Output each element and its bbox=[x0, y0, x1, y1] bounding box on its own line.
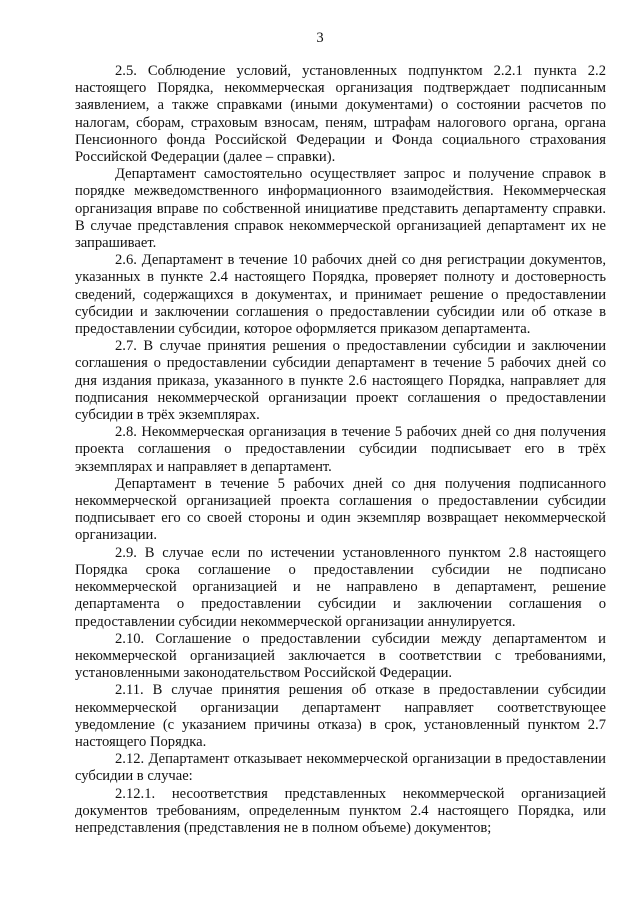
paragraph-2-12: 2.12. Департамент отказывает некоммерческой организации в предоставлении субсидии в случае: bbox=[75, 751, 606, 785]
paragraph-2-12-1: 2.12.1. несоответствия представленных некоммерческой организацией документов требованиям, определенным пунктом 2.4 настоящего Порядка, или непредставления (представления не в полном объеме) документов; bbox=[75, 785, 606, 836]
paragraph-2-9: 2.9. В случае если по истечении установленного пунктом 2.8 настоящего Порядка срока соглашение о предоставлении субсидии не подписано некоммерческой организацией и не направлено в департамент, решение департамента о предоставлении субсидии и заключении соглашения о предоставлении субсидии некоммерческой организации аннулируется. bbox=[75, 544, 606, 630]
paragraph-2-6: 2.6. Департамент в течение 10 рабочих дней со дня регистрации документов, указанных в пункте 2.4 настоящего Порядка, проверяет полноту и достоверность сведений, содержащихся в документах, и принимает решение о предоставлении субсидии и заключении соглашения о предоставлении субсидии или об отказе в предоставлении субсидии, которое оформляется приказом департамента. bbox=[75, 252, 606, 338]
paragraph-2-8: 2.8. Некоммерческая организация в течение 5 рабочих дней со дня получения проекта соглашения о предоставлении субсидии подписывает его в трёх экземплярах и направляет в департамент. bbox=[75, 424, 606, 475]
paragraph-2-10: 2.10. Соглашение о предоставлении субсидии между департаментом и некоммерческой организацией заключается в соответствии с требованиями, установленными законодательством Российской Федерации. bbox=[75, 630, 606, 682]
paragraph-2-5: 2.5. Соблюдение условий, установленных подпунктом 2.2.1 пункта 2.2 настоящего Порядка, некоммерческая организация подтверждает подписанным заявлением, а также справками (иными документами) о состоянии расчетов по налогам, сборам, страховым взносам, пеням, штрафам налогового органа, органа Пенсионного фонда Российской Федерации и Фонда социального страхования Российской Федерации (далее – справки). bbox=[75, 63, 606, 166]
paragraph-2-5-requests: Департамент самостоятельно осуществляет запрос и получение справок в порядке межведомственного информационного взаимодействия. Некоммерческая организация вправе по собственной инициативе представить департаменту справки. В случае представления справок некоммерческой организацией департамент их не запрашивает. bbox=[75, 166, 606, 252]
paragraph-2-11: 2.11. В случае принятия решения об отказе в предоставлении субсидии некоммерческой организации департамент направляет соответствующее уведомление (с указанием причины отказа) в срок, установленный пунктом 2.7 настоящего Порядка. bbox=[75, 682, 606, 750]
page-number: 3 bbox=[316, 30, 324, 46]
document-body bbox=[75, 63, 606, 837]
paragraph-2-8-return: Департамент в течение 5 рабочих дней со дня получения подписанного некоммерческой организацией проекта соглашения о предоставлении субсидии подписывает его со своей стороны и один экземпляр возвращает некоммерческой организации. bbox=[75, 475, 606, 544]
paragraph-2-7: 2.7. В случае принятия решения о предоставлении субсидии и заключении соглашения о предоставлении субсидии департамент в течение 5 рабочих дней со дня издания приказа, указанного в пункте 2.6 настоящего Порядка, направляет для подписания некоммерческой организации проект соглашения о предоставлении субсидии в трёх экземплярах. bbox=[75, 338, 606, 424]
